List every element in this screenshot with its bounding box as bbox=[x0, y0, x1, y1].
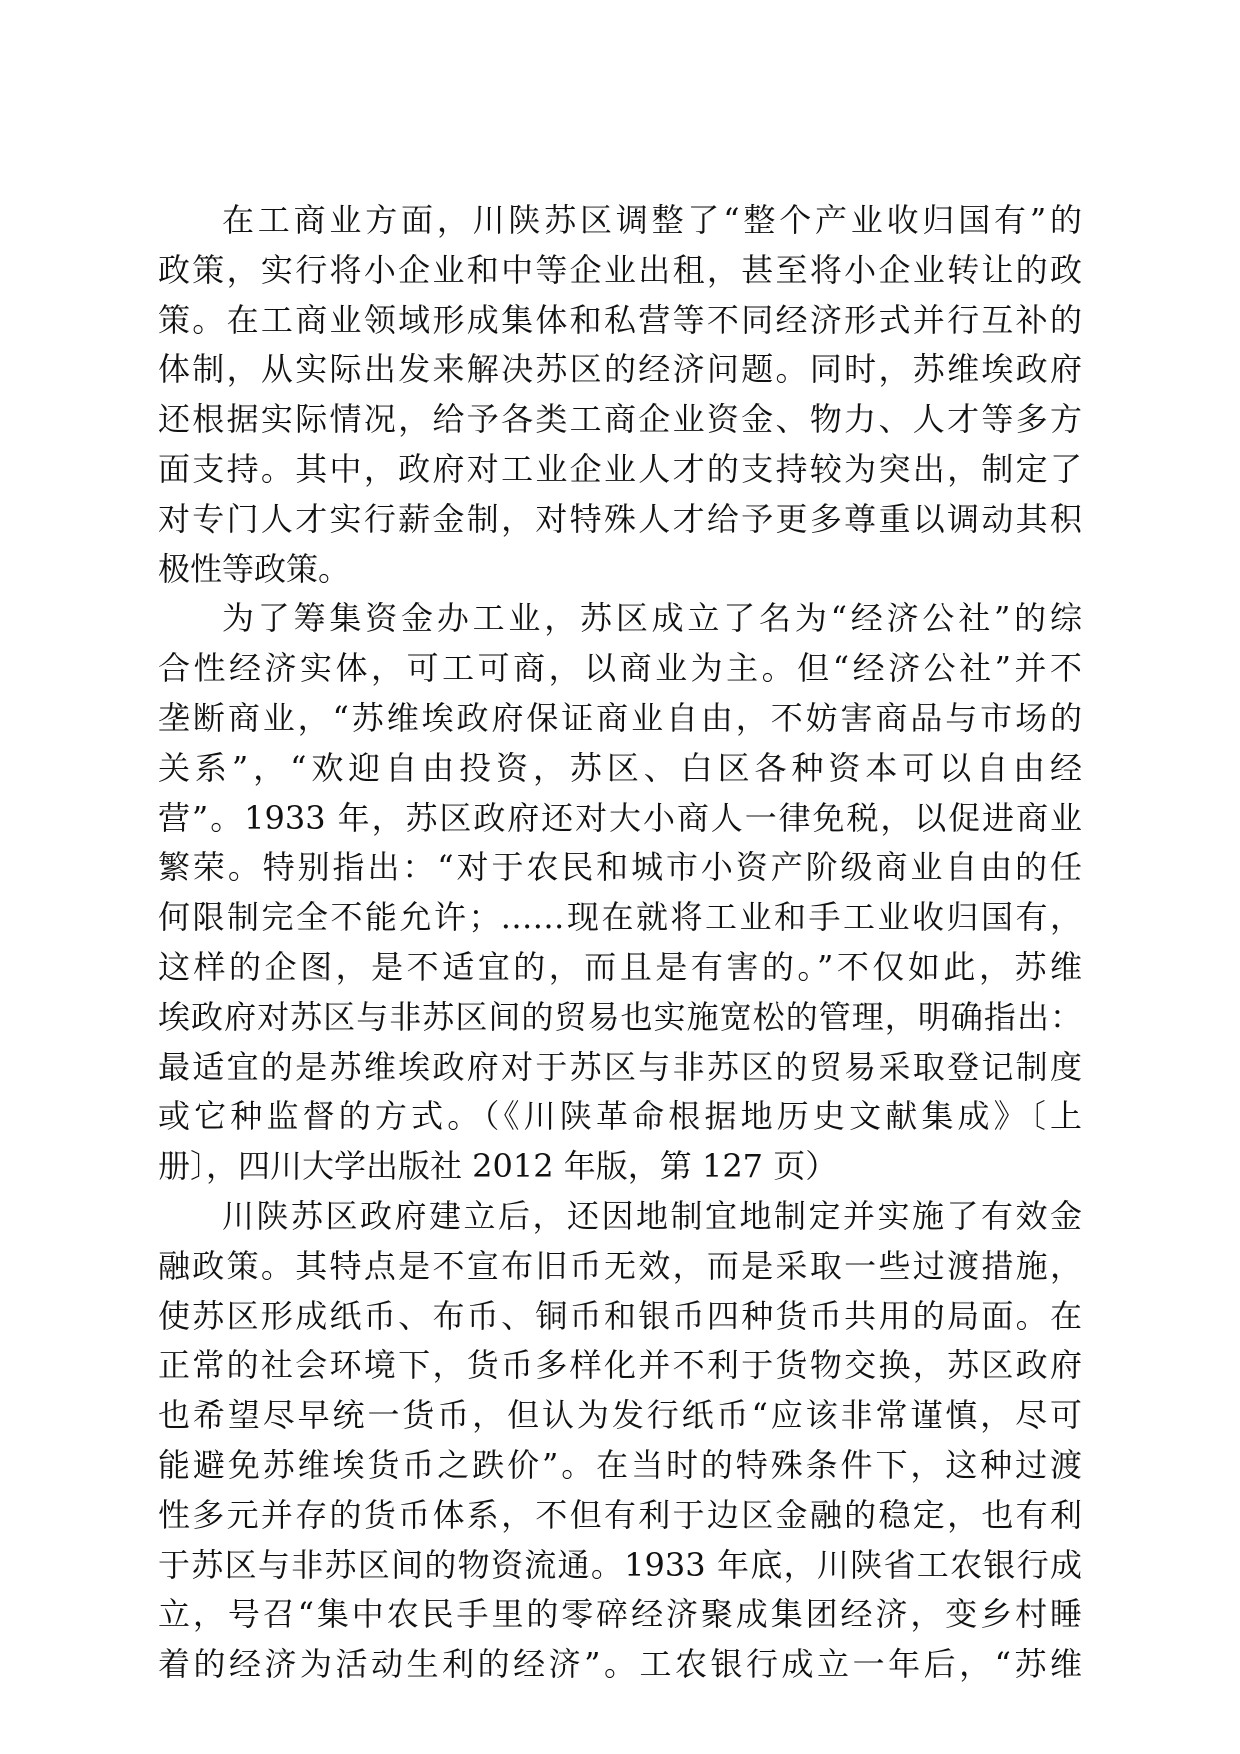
paragraph-line: 营”。1933 年，苏区政府还对大小商人一律免税，以促进商业 bbox=[158, 798, 1082, 837]
paragraph-line: 立，号召“集中农民手里的零碎经济聚成集团经济，变乡村睡 bbox=[158, 1595, 1082, 1634]
paragraph-line: 何限制完全不能允许；……现在就将工业和手工业收归国有， bbox=[158, 898, 1082, 937]
paragraph-line: 能避免苏维埃货币之跌价”。在当时的特殊条件下，这种过渡 bbox=[158, 1445, 1082, 1484]
paragraph-line: 极性等政策。 bbox=[158, 549, 351, 588]
paragraph-line: 在工商业方面，川陕苏区调整了“整个产业收归国有”的 bbox=[222, 201, 1082, 239]
paragraph-line: 埃政府对苏区与非苏区间的贸易也实施宽松的管理，明确指出： bbox=[158, 997, 1082, 1036]
paragraph-line: 体制，从实际出发来解决苏区的经济问题。同时，苏维埃政府 bbox=[158, 350, 1082, 389]
paragraph-line: 川陕苏区政府建立后，还因地制宜地制定并实施了有效金 bbox=[222, 1196, 1082, 1235]
paragraph-line: 使苏区形成纸币、布币、铜币和银币四种货币共用的局面。在 bbox=[158, 1296, 1082, 1335]
paragraph-line: 为了筹集资金办工业，苏区成立了名为“经济公社”的综 bbox=[222, 599, 1082, 638]
paragraph-line: 最适宜的是苏维埃政府对于苏区与非苏区的贸易采取登记制度 bbox=[158, 1047, 1082, 1086]
body-text bbox=[158, 196, 1082, 1690]
paragraph-line: 对专门人才实行薪金制，对特殊人才给予更多尊重以调动其积 bbox=[158, 499, 1082, 538]
paragraph-line: 融政策。其特点是不宣布旧币无效，而是采取一些过渡措施， bbox=[158, 1246, 1082, 1285]
paragraph-line: 性多元并存的货币体系，不但有利于边区金融的稳定，也有利 bbox=[158, 1495, 1082, 1534]
paragraph-line: 垄断商业，“苏维埃政府保证商业自由，不妨害商品与市场的 bbox=[158, 698, 1082, 737]
paragraph-line: 于苏区与非苏区间的物资流通。1933 年底，川陕省工农银行成 bbox=[158, 1545, 1082, 1584]
citation-line: 册〕，四川大学出版社 2012 年版，第 127 页） bbox=[158, 1147, 838, 1186]
paragraph-line: 着的经济为活动生利的经济”。工农银行成立一年后，“苏维 bbox=[158, 1645, 1082, 1684]
paragraph-line: 合性经济实体，可工可商，以商业为主。但“经济公社”并不 bbox=[158, 649, 1082, 688]
paragraph-line: 策。在工商业领域形成集体和私营等不同经济形式并行互补的 bbox=[158, 300, 1082, 339]
paragraph-line: 正常的社会环境下，货币多样化并不利于货物交换，苏区政府 bbox=[158, 1346, 1082, 1385]
paragraph-line: 面支持。其中，政府对工业企业人才的支持较为突出，制定了 bbox=[158, 449, 1082, 488]
paragraph-line: 还根据实际情况，给予各类工商企业资金、物力、人才等多方 bbox=[158, 400, 1082, 439]
paragraph-finance-policy bbox=[158, 1192, 1082, 1690]
paragraph-industry-commerce bbox=[158, 196, 1082, 594]
paragraph-line: 这样的企图，是不适宜的，而且是有害的。”不仅如此，苏维 bbox=[158, 947, 1082, 986]
paragraph-line: 繁荣。特别指出：“对于农民和城市小资产阶级商业自由的任 bbox=[158, 848, 1082, 887]
paragraph-line: 也希望尽早统一货币，但认为发行纸币“应该非常谨慎，尽可 bbox=[158, 1396, 1082, 1435]
paragraph-line: 关系”，“欢迎自由投资，苏区、白区各种资本可以自由经 bbox=[158, 748, 1082, 787]
paragraph-line: 政策，实行将小企业和中等企业出租，甚至将小企业转让的政 bbox=[158, 250, 1082, 289]
paragraph-line: 或它种监督的方式。（《川陕革命根据地历史文献集成》〔上 bbox=[158, 1097, 1082, 1136]
paragraph-economic-commune bbox=[158, 594, 1082, 1192]
